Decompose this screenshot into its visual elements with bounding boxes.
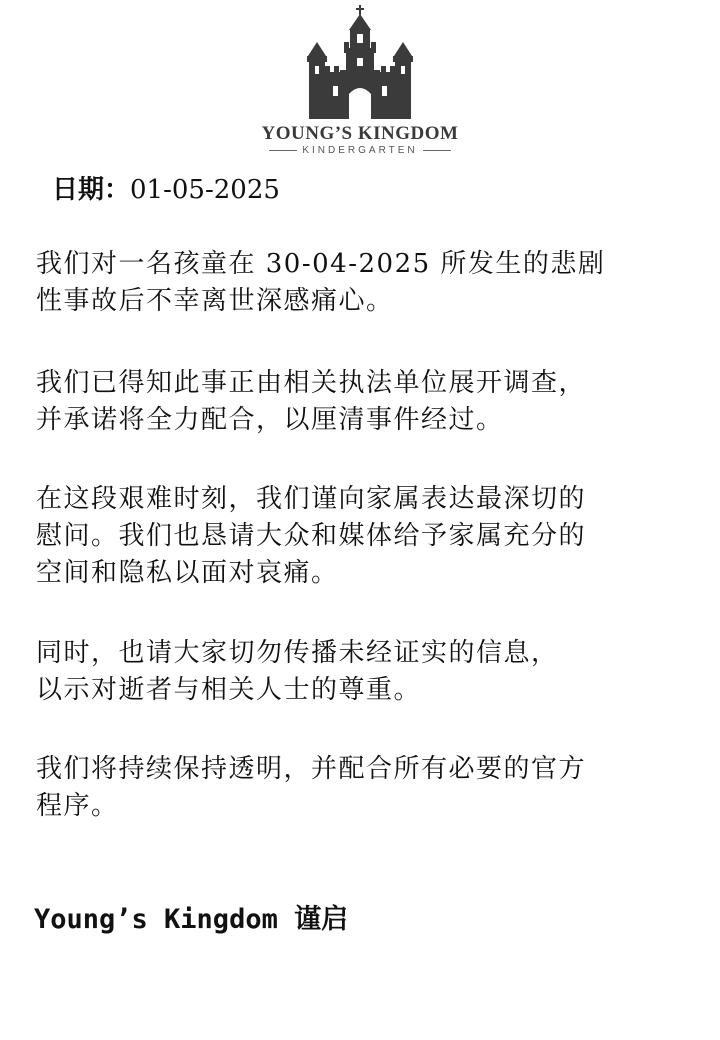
logo-subtitle [0,145,720,156]
paragraph-line: 空间和隐私以面对哀痛。 [36,558,339,588]
paragraph-line: 同时，也请大家切勿传播未经证实的信息， [36,638,559,668]
logo-title: YOUNG’S KINGDOM [261,123,459,144]
paragraph-line: 程序。 [36,791,119,821]
paragraph-sympathy [36,481,696,592]
paragraph-transparency [36,751,696,825]
paragraph-rumors [36,635,696,709]
school-logo [0,0,720,165]
logo-rule-right [423,150,451,151]
date-line [52,170,280,210]
paragraph-line: 在这段艰难时刻，我们谨向家属表达最深切的 [36,484,587,514]
paragraph-line: 性事故后不幸离世深感痛心。 [36,286,394,316]
castle-icon [300,2,420,122]
logo-rule-left [269,150,297,151]
paragraph-line: 以示对逝者与相关人士的尊重。 [36,675,422,705]
paragraph-line: 我们对一名孩童在 30-04-2025 所发生的悲剧 [36,249,606,279]
paragraph-line: 我们已得知此事正由相关执法单位展开调查， [36,368,587,398]
date-value: 01-05-2025 [130,175,280,205]
signature: Young’s Kingdom 谨启 [34,904,349,935]
logo-subtitle-text: KINDERGARTEN [302,145,418,156]
date-label: 日期： [52,175,131,205]
paragraph-investigation [36,365,696,439]
paragraph-line: 并承诺将全力配合，以厘清事件经过。 [36,405,504,435]
paragraph-line: 我们将持续保持透明，并配合所有必要的官方 [36,754,587,784]
paragraph-condolence [36,246,696,320]
paragraph-line: 慰问。我们也恳请大众和媒体给予家属充分的 [36,521,587,551]
